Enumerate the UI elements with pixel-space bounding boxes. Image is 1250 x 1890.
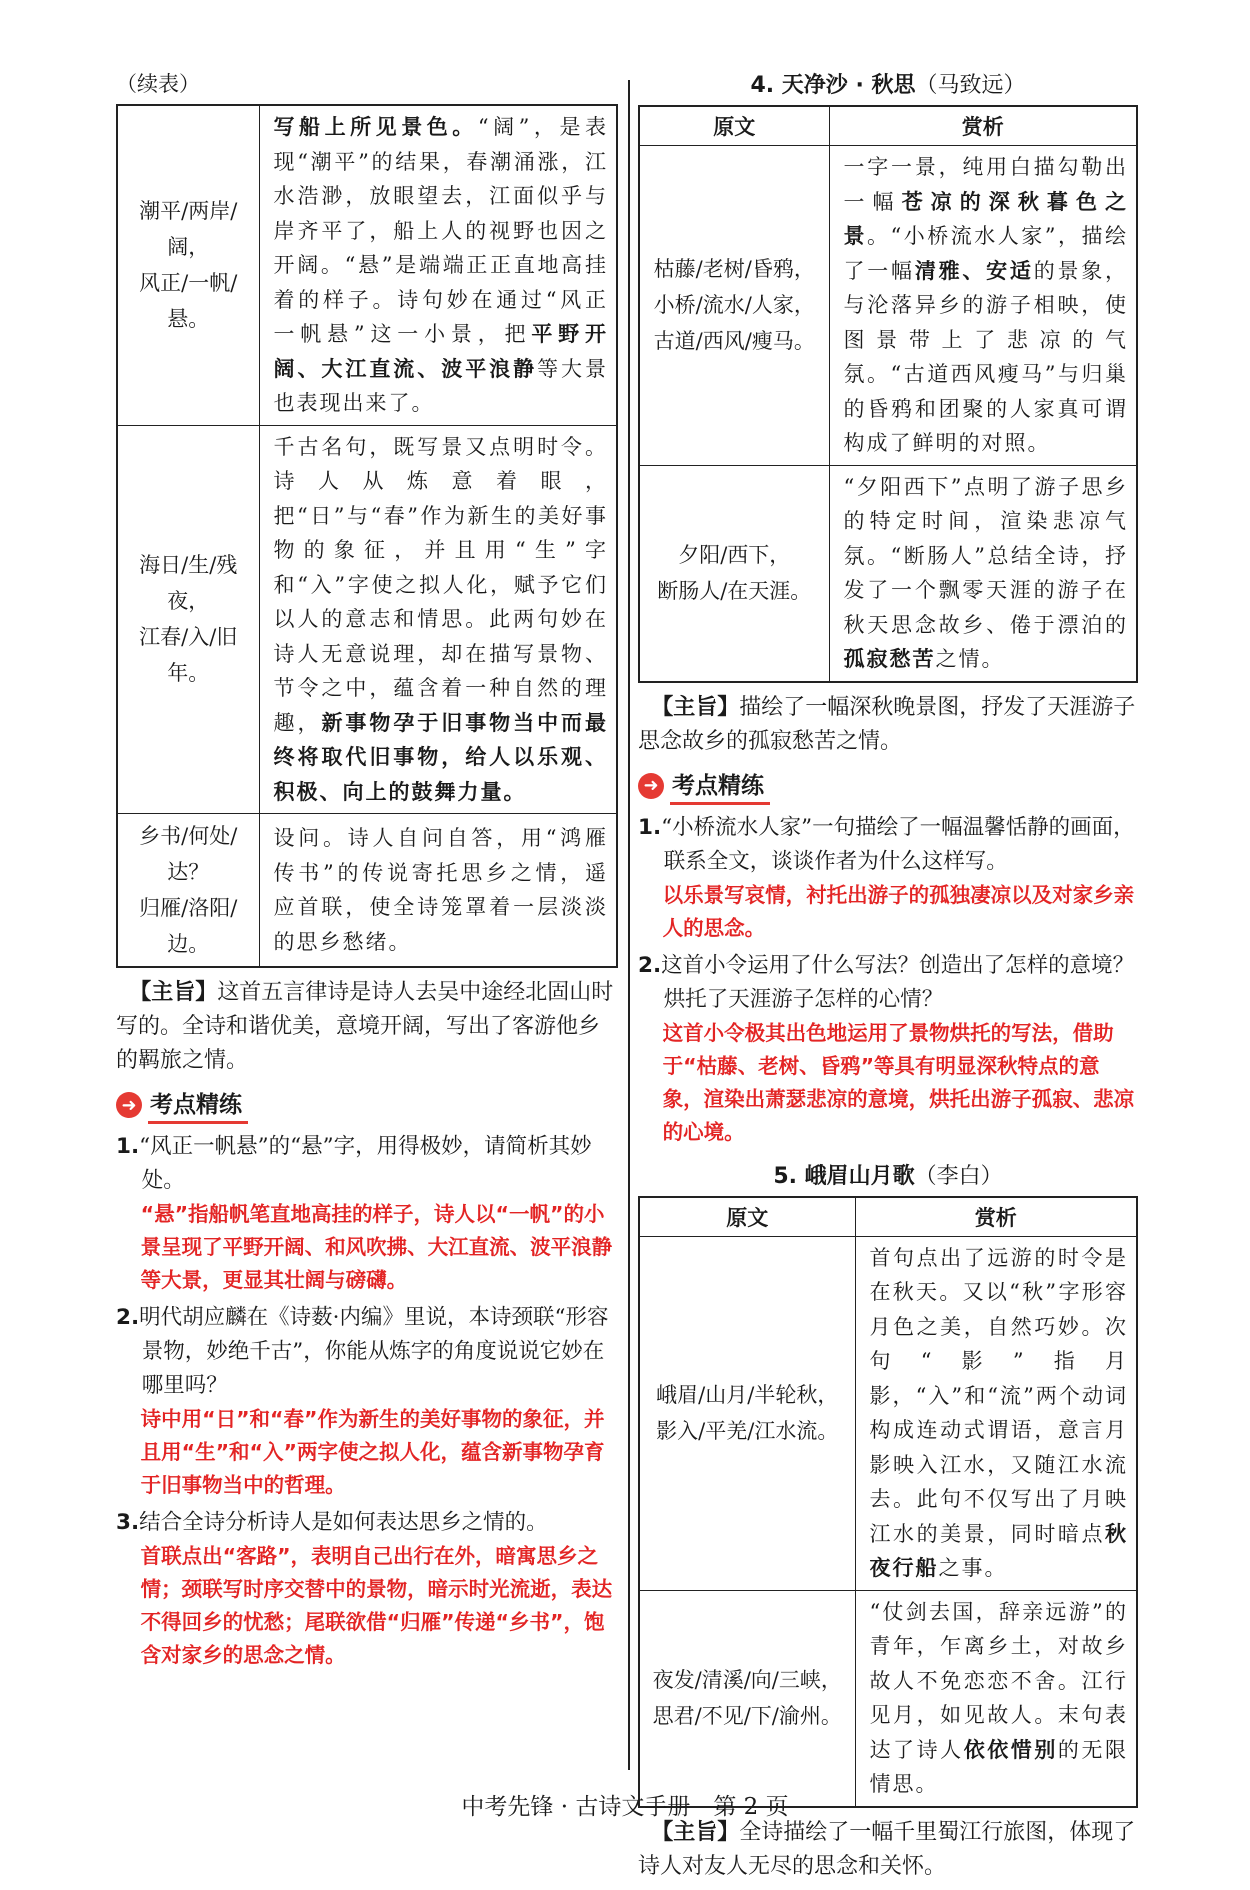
poem5-title: 5. 峨眉山月歌（李白） [773, 1163, 1003, 1189]
arrow-icon: ➜ [638, 773, 664, 799]
table-header-row: 原文 赏析 [639, 1197, 1137, 1237]
table-row [639, 146, 1137, 466]
analysis-cell: 首句点出了远游的时令是在秋天。又以“秋”字形容月色之美，自然巧妙。次句“影”指月影，“入”和“流”两个动词构成连动式谓语，意言月影映入江水，又随江水流去。此句不仅写出了月映江水的美景，同时暗点秋夜行船之事。 [855, 1236, 1137, 1590]
analysis-cell: 千古名句，既写景又点明时令。诗人从炼意着眼，把“日”与“春”作为新生的美好事物的象征，并且用“生”字和“入”字使之拟人化，赋予它们以人的意志和情思。此两句妙在诗人无意说理，却在描写景物、节令之中，蕴含着一种自然的理趣，新事物孕于旧事物当中而最终将取代旧事物，给人以乐观、积极、向上的鼓舞力量。 [259, 425, 617, 814]
answer: 诗中用“日”和“春”作为新生的美好事物的象征，并且用“生”和“入”两字使之拟人化，蕴含新事物孕育于旧事物当中的哲理。 [140, 1407, 605, 1497]
question: 1.“小桥流水人家”一句描绘了一幅温馨恬静的画面，联系全文，谈谈作者为什么这样写。 [638, 814, 1135, 874]
arrow-icon: ➜ [116, 1092, 142, 1118]
poem3-table [116, 104, 618, 968]
exercise-heading: ➜ 考点精练 [116, 1086, 618, 1124]
original-cell: 海日/生/残夜， 江春/入/旧年。 [117, 425, 259, 814]
table-row [117, 105, 617, 425]
analysis-cell: “仗剑去国，辞亲远游”的青年，乍离乡土，对故乡故人不免恋恋不舍。江行见月，如见故人。末句表达了诗人依依惜别的无限情思。 [855, 1590, 1137, 1807]
question: 3.结合全诗分析诗人是如何表达思乡之情的。 [116, 1510, 548, 1535]
answer: 首联点出“客路”，表明自己出行在外，暗寓思乡之情；颈联写时序交替中的景物，暗示时光流逝，表达不得回乡的忧愁；尾联欲借“归雁”传递“乡书”，饱含对家乡的思念之情。 [140, 1544, 613, 1667]
original-cell: 夕阳/西下， 断肠人/在天涯。 [639, 465, 829, 682]
analysis-cell: 一字一景，纯用白描勾勒出一幅苍凉的深秋暮色之景。“小桥流水人家”，描绘了一幅清雅、安适的景象，与沦落异乡的游子相映，使图景带上了悲凉的气氛。“古道西风瘦马”与归巢的昏鸦和团聚的人家真可谓构成了鲜明的对照。 [829, 146, 1137, 466]
answer: 以乐景写哀情，衬托出游子的孤独凄凉以及对家乡亲人的思念。 [662, 882, 1135, 940]
table-row [117, 425, 617, 814]
poem4-title: 4. 天净沙 · 秋思（马致远） [750, 73, 1026, 98]
table-row [117, 814, 617, 968]
table-row [639, 1236, 1137, 1590]
question: 2.明代胡应麟在《诗薮·内编》里说，本诗颈联“形容景物，妙绝千古”，你能从炼字的角度说说它妙在哪里吗？ [116, 1305, 609, 1398]
right-column [638, 68, 1138, 1890]
continued-label: （续表） [116, 72, 200, 96]
exercise-heading: ➜ 考点精练 [638, 767, 1138, 805]
original-cell: 枯藤/老树/昏鸦， 小桥/流水/人家， 古道/西风/瘦马。 [639, 146, 829, 466]
poem4-table [638, 105, 1138, 683]
page-footer: 中考先锋 · 古诗文手册 第 2 页 [461, 1794, 789, 1820]
answer: 这首小令极其出色地运用了景物烘托的写法，借助于“枯藤、老树、昏鸦”等具有明显深秋特点的意象，渲染出萧瑟悲凉的意境，烘托出游子孤寂、悲凉的心境。 [662, 1020, 1135, 1144]
question: 1.“风正一帆悬”的“悬”字，用得极妙，请简析其妙处。 [116, 1134, 592, 1193]
theme-paragraph: 【主旨】全诗描绘了一幅千里蜀江行旅图，体现了诗人对友人无尽的思念和关怀。 [638, 1819, 1136, 1879]
table-row [639, 465, 1137, 682]
analysis-cell: 设问。诗人自问自答，用“鸿雁传书”的传说寄托思乡之情，遥应首联，使全诗笼罩着一层淡淡的思乡愁绪。 [259, 814, 617, 968]
analysis-cell: “夕阳西下”点明了游子思乡的特定时间，渲染悲凉气氛。“断肠人”总结全诗，抒发了一个飘零天涯的游子在秋天思念故乡、倦于漂泊的孤寂愁苦之情。 [829, 465, 1137, 682]
original-cell: 夜发/清溪/向/三峡， 思君/不见/下/渝州。 [639, 1590, 855, 1807]
question: 2.这首小令运用了什么写法？创造出了怎样的意境？烘托了天涯游子怎样的心情？ [638, 952, 1135, 1012]
table-header-row: 原文 赏析 [639, 106, 1137, 146]
analysis-cell: 写船上所见景色。“阔”，是表现“潮平”的结果，春潮涌涨，江水浩渺，放眼望去，江面似乎与岸齐平了，船上人的视野也因之开阔。“悬”是端端正正直地高挂着的样子。诗句妙在通过“风正一帆悬”这一小景，把平野开阔、大江直流、波平浪静等大景也表现出来了。 [259, 105, 617, 425]
answer: “悬”指船帆笔直地高挂的样子，诗人以“一帆”的小景呈现了平野开阔、和风吹拂、大江直流、波平浪静等大景，更显其壮阔与磅礴。 [140, 1202, 613, 1292]
original-cell: 潮平/两岸/阔， 风正/一帆/悬。 [117, 105, 259, 425]
left-column [116, 68, 618, 1676]
table-row [639, 1590, 1137, 1807]
poem5-table [638, 1196, 1138, 1808]
original-cell: 峨眉/山月/半轮秋， 影入/平羌/江水流。 [639, 1236, 855, 1590]
original-cell: 乡书/何处/达？ 归雁/洛阳/边。 [117, 814, 259, 968]
column-divider [628, 80, 630, 1770]
theme-paragraph: 【主旨】这首五言律诗是诗人去吴中途经北固山时写的。全诗和谐优美，意境开阔，写出了客游他乡的羁旅之情。 [116, 980, 614, 1073]
theme-paragraph: 【主旨】描绘了一幅深秋晚景图，抒发了天涯游子思念故乡的孤寂愁苦之情。 [638, 694, 1136, 754]
